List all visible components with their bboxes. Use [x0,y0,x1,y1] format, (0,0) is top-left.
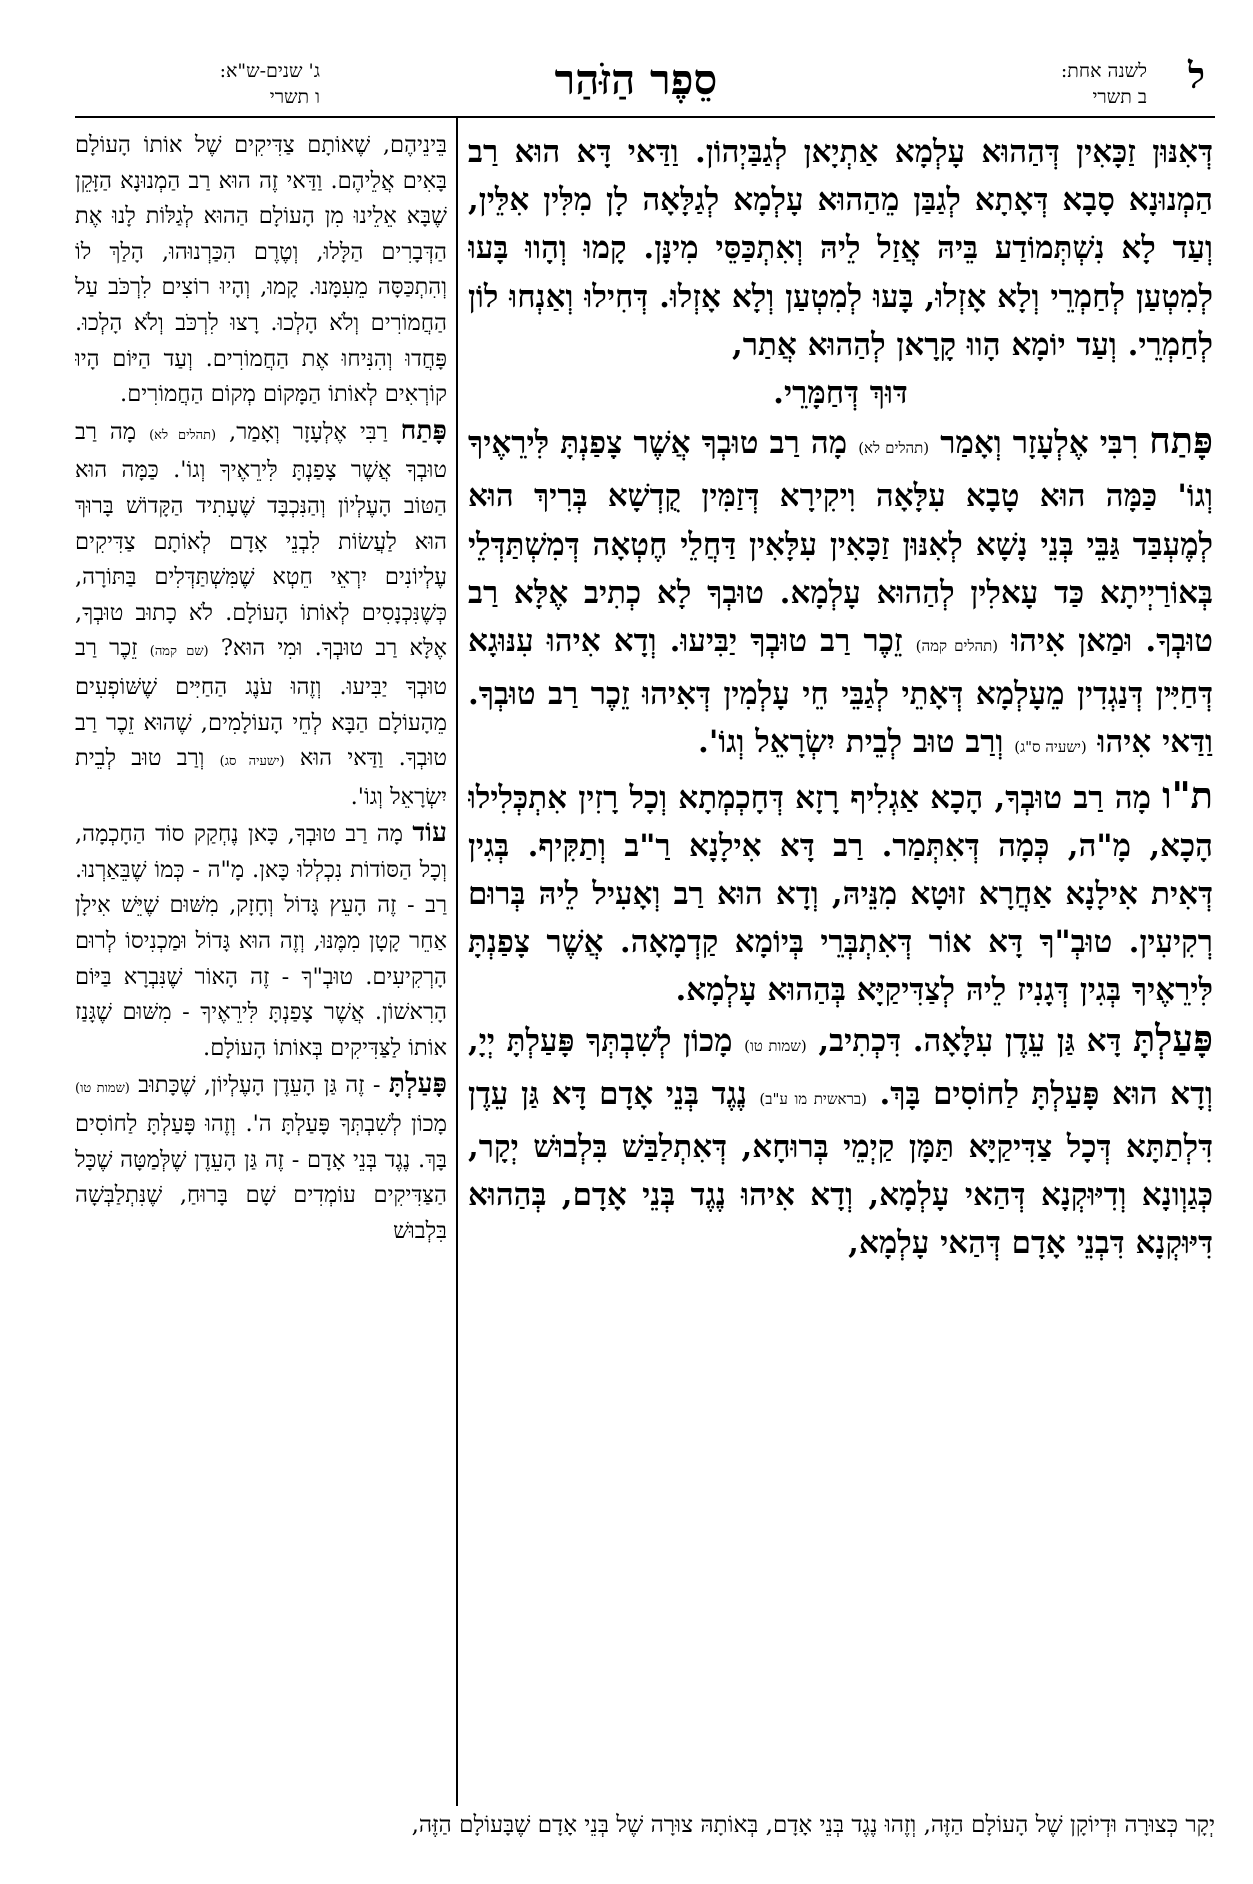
main-text-run: מָכוֹן לְשִׁבְתְּךָ פָּעַלְתָּ יְיָ, וְדָא הוּא פָּעַלְתָּ לַחוֹסִים בָּךְ. [468,1022,1213,1112]
daily-schedule-three-years: ג' שנים-ש"א: [219,60,320,82]
side-text-run: מָכוֹן לְשִׁבְתְּךָ פָּעַלְתָּ ה'. וְזֶהוּ פָּעַלְתָּ לַחוֹסִים בָּךְ. נֶגֶד בְּנֵי אָדָם - זֶה גַּן הָעֵדֶן שֶׁלְּמַטָּה שֶׁכָּל הַצַּדִּיקִים עוֹמְדִים שָׁם בָּרוּחַ, שֶׁנִּתְלַבְּשָׁה בִּלְבוּשׁ [75,1111,447,1244]
daily-schedule-one-year: לשנה אחת: [1060,60,1147,82]
main-text-run: דּוּךְ דְּחַמָּרֵי. [773,375,908,412]
main-paragraph-opener: פָּתַח [1149,419,1213,463]
side-paragraph-opener: פָּתַח [400,414,447,446]
side-text-run: וְרַב טוּב לְבֵית יִשְׂרָאֵל וְגוֹ'. [75,745,447,810]
side-text-run: בֵּינֵיהֶם, שֶׁאוֹתָם צַדִּיקִים שֶׁל אוֹתוֹ הָעוֹלָם בָּאִים אֲלֵיהֶם. וַדַּאי זֶה הוּא רַב הַמְנוּנָא הַזָּקֵן שֶׁבָּא אֵלֵינוּ מִן הָעוֹלָם הַהוּא לְגַלּוֹת לָנוּ אֶת הַדְּבָרִים הַלָּלוּ, וְטֶרֶם הִכַּרְנוּהוּ, הָלַךְ לוֹ וְהִתְכַּסָּה מֵעִמָּנוּ. קָמוּ, וְהָיוּ רוֹצִים לִרְכֹּב עַל הַחֲמוֹרִים וְלֹא הָלְכוּ. רָצוּ לִרְכֹּב וְלֹא הָלְכוּ. פָּחֲדוּ וְהִנִּיחוּ אֶת הַחֲמוֹרִים. וְעַד הַיּוֹם הָיוּ קוֹרְאִים לְאוֹתוֹ הַמָּקוֹם מְקוֹם הַחֲמוֹרִים. [75,132,447,408]
main-paragraph [468,369,1213,417]
side-text-run: מָה רַב טוּבְךָ אֲשֶׁר צָפַנְתָּ לִּירֵאֶיךָ וְגוֹ'. כַּמָּה הוּא הַטּוֹב הָעֶלְיוֹן וְהַנִּכְבָּד שֶׁעָתִיד הַקָּדוֹשׁ בָּרוּךְ הוּא לַעֲשׂוֹת לִבְנֵי אָדָם לְאוֹתָם צַדִּיקִים עֶלְיוֹנִים יִרְאֵי חֵטְא שֶׁמִּשְׁתַּדְּלִים בַּתּוֹרָה, כְּשֶׁנִּכְנָסִים לְאוֹתוֹ הָעוֹלָם. לֹא כָתוּב טוּבְךָ, אֶלָּא רַב טוּבְךָ. וּמִי הוּא? [75,418,447,662]
side-text-run: רַבִּי אֶלְעָזָר וְאָמַר, [216,418,401,445]
main-paragraph [468,417,1213,771]
translation-continuation-line: יְקָר כְּצוּרָה וּדְיוֹקָן שֶׁל הָעוֹלָם הַזֶּה, וְזֶהוּ נֶגֶד בְּנֵי אָדָם, בְּאוֹתָהּ צוּרָה שֶׁל בְּנֵי אָדָם שֶׁבָּעוֹלָם הַזֶּה, [411,1812,1215,1838]
side-paragraph [75,413,447,816]
side-scripture-reference: (שמות טו) [75,1081,130,1097]
main-text-run: זֵכֶר רַב טוּבְךָ יַבִּיעוּ. וְדָא אִיהוּ עִנּוּגָא דְּחַיִּין דְּנַגְדִין מֵעָלְמָא דְּאָתֵי לְגַבֵּי חֵי עָלְמִין דְּאִיהוּ זֵכֶר רַב טוּבְךָ. וַדַּאי אִיהוּ [468,623,1213,761]
side-text-run: מָה רַב טוּבְךָ, כָּאן נֶחְקַק סוֹד הַחָכְמָה, וְכָל הַסּוֹדוֹת נִכְלְלוּ כָּאן. מָ"ה - כְּמוֹ שֶׁבֵּאַרְנוּ. רַב - זֶה הָעֵץ גָּדוֹל וְחָזָק, מִשּׁוּם שֶׁיֵּשׁ אִילָן אַחֵר קָטָן מִמֶּנּוּ, וְזֶה הוּא גָּדוֹל וּמַכְנִיסוֹ לְרוּם הָרְקִיעִים. טוּבְ"ךָ - זֶה הָאוֹר שֶׁנִּבְרָא בַּיּוֹם הָרִאשׁוֹן. אֲשֶׁר צָפַנְתָּ לִּירֵאֶיךָ - מִשּׁוּם שֶׁגָּנַז אוֹתוֹ לַצַּדִּיקִים בְּאוֹתוֹ הָעוֹלָם. [75,821,447,1061]
side-paragraph [75,128,447,413]
side-paragraph [75,815,447,1066]
date-one-year: ב תשרי [1092,86,1147,108]
main-scripture-reference: (בראשית מו ע"ב) [759,1089,867,1108]
side-scripture-reference: (ישעיה סג) [219,754,285,770]
date-three-years: ו תשרי [269,86,320,108]
header-right [975,55,1205,118]
side-scripture-reference: (תהלים לא) [149,427,217,443]
header-left [80,58,320,118]
main-text-run: וְרַב טוּב לְבֵית יִשְׂרָאֵל וְגוֹ'. [698,724,1015,761]
main-text-run: מָה רַב טוּבְךָ, הָכָא אַגְלִיף רָזָא דְּחָכְמְתָא וְכָל רָזִין אִתְכְּלִילוּ הָכָא, מָ"ה, כְּמָה דְּאִתְּמַר. רַב דָּא אִילָנָא רַ"ב וְתַקִּיף. בְּגִין דְּאִית אִילָנָא אַחֲרָא זוּטָא מִנֵּיהּ, וְדָא הוּא רַב וְאָעִיל לֵיהּ בְּרוּם רְקִיעִין. טוּבְ"ךָ דָּא אוֹר דְּאִתְבְּרֵי בְּיוֹמָא קַדְמָאָה. אֲשֶׁר צָפַנְתָּ לִּירֵאֶיךָ בְּגִין דְּגָנִיז לֵיהּ לְצַדִּיקַיָּא בְּהַהוּא עָלְמָא. [468,779,1213,1009]
side-paragraph [75,1066,447,1249]
main-text-run: דָּא גַּן עֵדֶן עִלָּאָה. דִּכְתִיב, [806,1022,1133,1059]
main-scripture-reference: (תהלים לא) [858,439,930,458]
aramaic-main-text [468,128,1213,1808]
header-divider [75,116,1215,118]
main-scripture-reference: (ישעיה ס"ג) [1014,738,1087,757]
page-number: ל [1188,55,1205,97]
main-scripture-reference: (תהלים קמה) [915,637,999,656]
side-scripture-reference: (שם קמה) [149,644,209,660]
side-paragraph-opener: פָּעַלְתָּ [388,1068,447,1100]
side-text-run: - זֶה גַּן הָעֵדֶן הָעֶלְיוֹן, שֶׁכָּתוּב [129,1072,389,1099]
main-text-run: נֶגֶד בְּנֵי אָדָם דָּא גַּן עֵדֶן דִּלְתַתָּא דְּכָל צַדִּיקַיָּא תַּמָּן קַיְמֵי בְּרוּחָא, דְּאִתְלַבַּשׁ בִּלְבוּשׁ יְקָר, כְּגַוְונָא וְדִיּוּקְנָא דְּהַאי עָלְמָא, וְדָא אִיהוּ נֶגֶד בְּנֵי אָדָם, בְּהַהוּא דִּיּוּקְנָא דִּבְנֵי אָדָם דְּהַאי עָלְמָא, [468,1075,1213,1262]
main-text-run: דְּאִנּוּן זַכָּאִין דְּהַהוּא עָלְמָא אַתְיָאן לְגַבַּיְהוֹן. וַדַּאי דָּא הוּא רַב הַמְנוּנָא סָבָא דְּאָתָא לְגַבַּן מֵהַהוּא עָלְמָא לְגַלָּאָה לָן מִלִּין אִלֵּין, וְעַד לָא נִשְׁתְּמוֹדַע בֵּיהּ אֲזַל לֵיהּ וְאִתְכַּסֵּי מִינָּן. קָמוּ וְהָווּ בָּעוּ לְמִטְעַן לְחַמְרֵי וְלָא אָזְלוּ, בָּעוּ לְמִטְעַן וְלָא אָזְלוּ. דְּחִילוּ וְאַנְחוּ לוֹן לְחַמְרֵי. וְעַד יוֹמָא הָווּ קָרָאן לְהַהוּא אֲתַר, [468,134,1213,363]
main-paragraph [468,128,1213,369]
main-paragraph [468,1015,1213,1268]
side-paragraph-opener: עוֹד [412,817,447,849]
main-text-run: רִבִּי אֶלְעָזָר וְאָמַר [929,425,1150,462]
main-paragraph [468,772,1213,1015]
side-text-run: זֵכֶר רַב טוּבְךָ יַבִּיעוּ. וְזֶהוּ עֹנֶג הַחַיִּים שֶׁשּׁוֹפְעִים מֵהָעוֹלָם הַבָּא לְחֵי הָעוֹלָמִים, שֶׁהוּא זֵכֶר רַב טוּבְךָ. וַדַּאי הוּא [75,635,447,772]
main-text-run: מָה רַב טוּבְךָ אֲשֶׁר צָפַנְתָּ לִּירֵאֶיךָ וְגוֹ' כַּמָּה הוּא טָבָא עִלָּאָה וִיקִירָא דְּזַמִּין קֻדְשָׁא בְּרִיךְ הוּא לְמֶעְבַּד גַּבֵּי בְּנֵי נָשָׁא לְאִנּוּן זַכָּאִין עִלָּאִין דַּחֲלֵי חֶטְאָה דְּמִשְׁתַּדְּלֵי בְּאוֹרַיְיתָא כַּד עָאלִין לְהַהוּא עָלְמָא. טוּבְךָ לָא כְתִיב אֶלָּא רַב טוּבְךָ. וּמַאן אִיהוּ [468,425,1213,660]
hebrew-translation-text [75,128,447,1808]
main-scripture-reference: (שמות טו) [744,1036,807,1055]
column-divider [456,118,458,1806]
book-title: סֵפֶר הַזֹּהַר [554,55,718,104]
main-paragraph-opener: פָּעַלְתָּ [1132,1016,1213,1060]
main-paragraph-opener: ת"ו [1162,773,1213,817]
